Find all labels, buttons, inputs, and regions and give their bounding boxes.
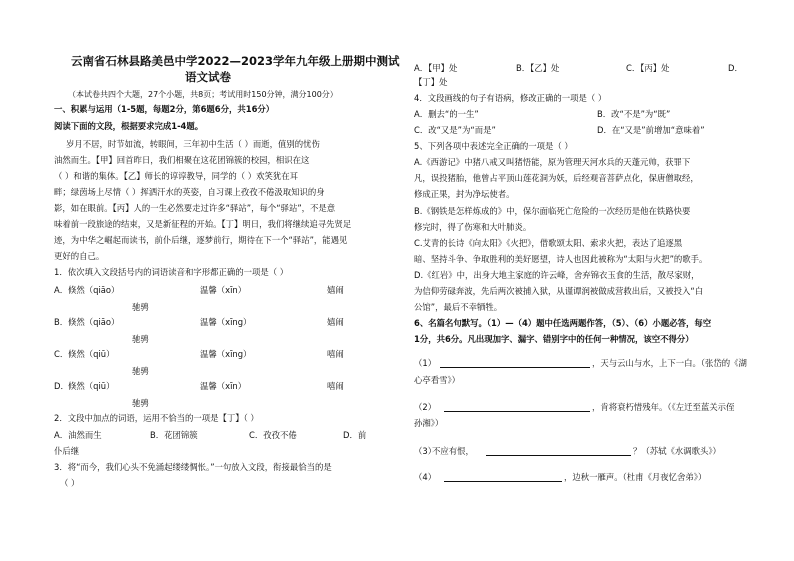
- q5-line: 凡，误投猪胎，他曾占平顶山莲花洞为妖，后经观音菩萨点化，保唐僧取经，: [414, 173, 699, 183]
- q6-item-3-text: 不应有恨，: [432, 446, 474, 456]
- q6-item-4-num: （4）: [414, 472, 437, 482]
- q2-option-a[interactable]: A．油然而生: [54, 430, 102, 440]
- passage-instruction: 阅读下面的文段，根据要求完成1-4题。: [54, 121, 204, 131]
- q3-option-d-tail: 【丁】处: [414, 77, 448, 87]
- q1-option-a-w4: 驰骋: [132, 302, 149, 312]
- q1-option-b-letter[interactable]: B．: [54, 317, 69, 327]
- question-4-stem: 4．文段画线的句子有语病，修改正确的一项是（ ）: [414, 93, 607, 103]
- q1-option-a-letter[interactable]: A．: [54, 285, 69, 295]
- q5-line: 暗、坚持斗争、争取胜利的美好愿望，诗人也因此被称为“太阳与火把”的歌手。: [414, 254, 708, 264]
- q6-item-4-blank[interactable]: [444, 472, 562, 482]
- q1-option-b-w3: 嬉闹: [327, 317, 344, 327]
- q4-option-b[interactable]: B．改“不是”为“既”: [597, 109, 671, 119]
- q1-option-c-w4: 驰骋: [132, 366, 149, 376]
- q5-line: 为信仰劳碌奔波，先后两次被捕入狱，从谨谭润被做成营救出后，又被投入“白: [414, 286, 704, 296]
- q5-line: D.《红岩》中，出身大地主家庭的许云峰，舍弃锦衣玉食的生活，散尽家财，: [414, 270, 700, 280]
- q1-option-c-w2: 温馨（xīng）: [200, 349, 252, 359]
- q1-option-b-w4: 驰骋: [132, 334, 149, 344]
- q4-option-d[interactable]: D．在“又是”前增加“意味着”: [597, 125, 705, 135]
- passage-line: 油然而生。【甲】回首昨日，我们相聚在这花团锦簇的校园，相识在这: [54, 155, 310, 165]
- question-5-stem: 5、下列各项中表述完全正确的一项是（ ）: [414, 141, 573, 151]
- q1-option-c-w1: 倏然（qiū）: [68, 349, 115, 359]
- q6-item-2-blank[interactable]: [444, 402, 590, 412]
- q1-option-d-w4: 驰骋: [132, 398, 149, 408]
- q1-option-c-letter[interactable]: C．: [54, 349, 69, 359]
- q1-option-a-w3: 嬉闹: [327, 285, 344, 295]
- q6-item-3-tail: ？（苏轼《水调歌头》）: [633, 446, 721, 456]
- q5-line: B.《钢铁是怎样炼成的》中，保尔面临死亡危险的一次经历是他在铁路快要: [414, 206, 691, 216]
- exam-title: 云南省石林县路美邑中学2022—2023学年九年级上册期中测试: [71, 54, 400, 68]
- passage-line: 岁月不居，时节如流，转眼间，三年初中生活（ ）而逝，值别的忧伤: [66, 139, 320, 149]
- section-heading: 一、积累与运用（1-5题，每题2分，第6题6分，共16分）: [54, 104, 275, 114]
- question-2-stem: 2．文段中加点的词语，运用不恰当的一项是【丁】（ ）: [54, 413, 259, 423]
- question-6-heading: 6、名篇名句默写。（1）—（4）题中任选两题作答，（5）、（6）小题必答，每空: [414, 318, 712, 328]
- exam-subtitle: 语文试卷: [185, 70, 231, 84]
- q6-item-1-num: （1）: [414, 358, 437, 368]
- passage-line: 影，如在眼前。【丙】人的一生必然要走过许多“驿站”，每个“驿站”，不是意: [54, 203, 336, 213]
- q6-item-1-text: ，天与云山与水，上下一白。（张岱的《湖: [592, 358, 747, 368]
- q6-item-4-text: ，边秋一雁声。（杜甫《月夜忆舍弟》）: [564, 472, 707, 482]
- exam-note: （本试卷共四个大题，27个小题，共8页；考试用时150分钟，满分100分）: [68, 90, 338, 99]
- question-3-stem: 3．将“而今，我们心头不免涌起缕缕惆怅。”一句放入文段，衔接最恰当的是: [54, 462, 332, 472]
- q1-option-d-letter[interactable]: D．: [54, 381, 69, 391]
- q1-option-c-w3: 嘻闹: [327, 349, 344, 359]
- q2-option-c[interactable]: C．孜孜不倦: [249, 430, 297, 440]
- q5-line: A.《西游记》中猪八戒又叫猪悟能，原为管理天河水兵的天蓬元帅，获罪下: [414, 157, 691, 167]
- q3-option-d[interactable]: D．: [728, 63, 743, 73]
- passage-line: 畔；绿茵场上尽情（ ）挥洒汗水的英姿，自习课上孜孜不倦汲取知识的身: [54, 187, 325, 197]
- passage-line: 更好的自己。: [54, 251, 105, 261]
- q6-item-2-cont: 孙湘》）: [414, 418, 444, 428]
- q5-line: 修成正果，封为净坛使者。: [414, 189, 515, 199]
- q3-option-b[interactable]: B．【乙】处: [516, 63, 560, 73]
- q2-option-d-tail: 仆后继: [54, 446, 80, 456]
- q1-option-d-w2: 温馨（xīn）: [200, 381, 247, 391]
- q1-option-b-w2: 温馨（xīng）: [200, 317, 252, 327]
- q1-option-a-w1: 倏然（qiāo）: [68, 285, 120, 295]
- question-6-heading-cont: 1分，共6分。凡出现加字、漏字、错别字中的任何一种情况，该空不得分）: [414, 334, 694, 344]
- q6-item-3-num: （3）: [414, 446, 437, 456]
- passage-line: 味着前一段旅途的结束，又是新征程的开始。【丁】明日，我们将继续追寻先贤足: [54, 219, 352, 229]
- q2-option-d[interactable]: D．前: [343, 430, 367, 440]
- q1-option-d-w3: 嘻闹: [327, 381, 344, 391]
- q5-line: 公馆”，最后不幸牺牲。: [414, 302, 503, 312]
- q5-line: C.艾青的长诗《向太阳》《火把》，借歌颂太阳、索求火把，表达了追逐黑: [414, 238, 683, 248]
- q3-option-a[interactable]: A．【甲】处: [414, 63, 458, 73]
- q6-item-2-text: ，肯将衰朽惜残年。（《左迁至蓝关示侄: [592, 402, 735, 412]
- q1-option-b-w1: 倏然（qiāo）: [68, 317, 120, 327]
- q2-option-b[interactable]: B．花团锦簇: [150, 430, 198, 440]
- q6-item-3-blank[interactable]: [486, 446, 631, 456]
- passage-line: （ ）和谐的集体。【乙】师长的谆谆教导，同学的（ ）欢笑犹在耳: [54, 171, 299, 181]
- q5-line: 修完时，得了伤寒和大叶肺炎。: [414, 222, 532, 232]
- q6-item-2-num: （2）: [414, 402, 437, 412]
- q3-answer-paren[interactable]: （ ）: [60, 478, 80, 488]
- q4-option-a[interactable]: A．删去“的一生”: [414, 109, 479, 119]
- passage-line: 迹，为中华之崛起而读书，前仆后继，逐梦前行，期待在下一个“驿站”，能遇见: [54, 235, 348, 245]
- question-1-stem: 1．依次填入文段括号内的词语读音和字形都正确的一项是（ ）: [54, 267, 289, 277]
- q4-option-c[interactable]: C．改“又是”为“而是”: [414, 125, 496, 135]
- q1-option-d-w1: 倏然（qiū）: [68, 381, 115, 391]
- q6-item-1-blank[interactable]: [440, 358, 590, 368]
- q3-option-c[interactable]: C．【丙】处: [626, 63, 670, 73]
- q6-item-1-cont: 心亭看雪》）: [414, 375, 461, 385]
- q1-option-a-w2: 温馨（xīn）: [200, 285, 247, 295]
